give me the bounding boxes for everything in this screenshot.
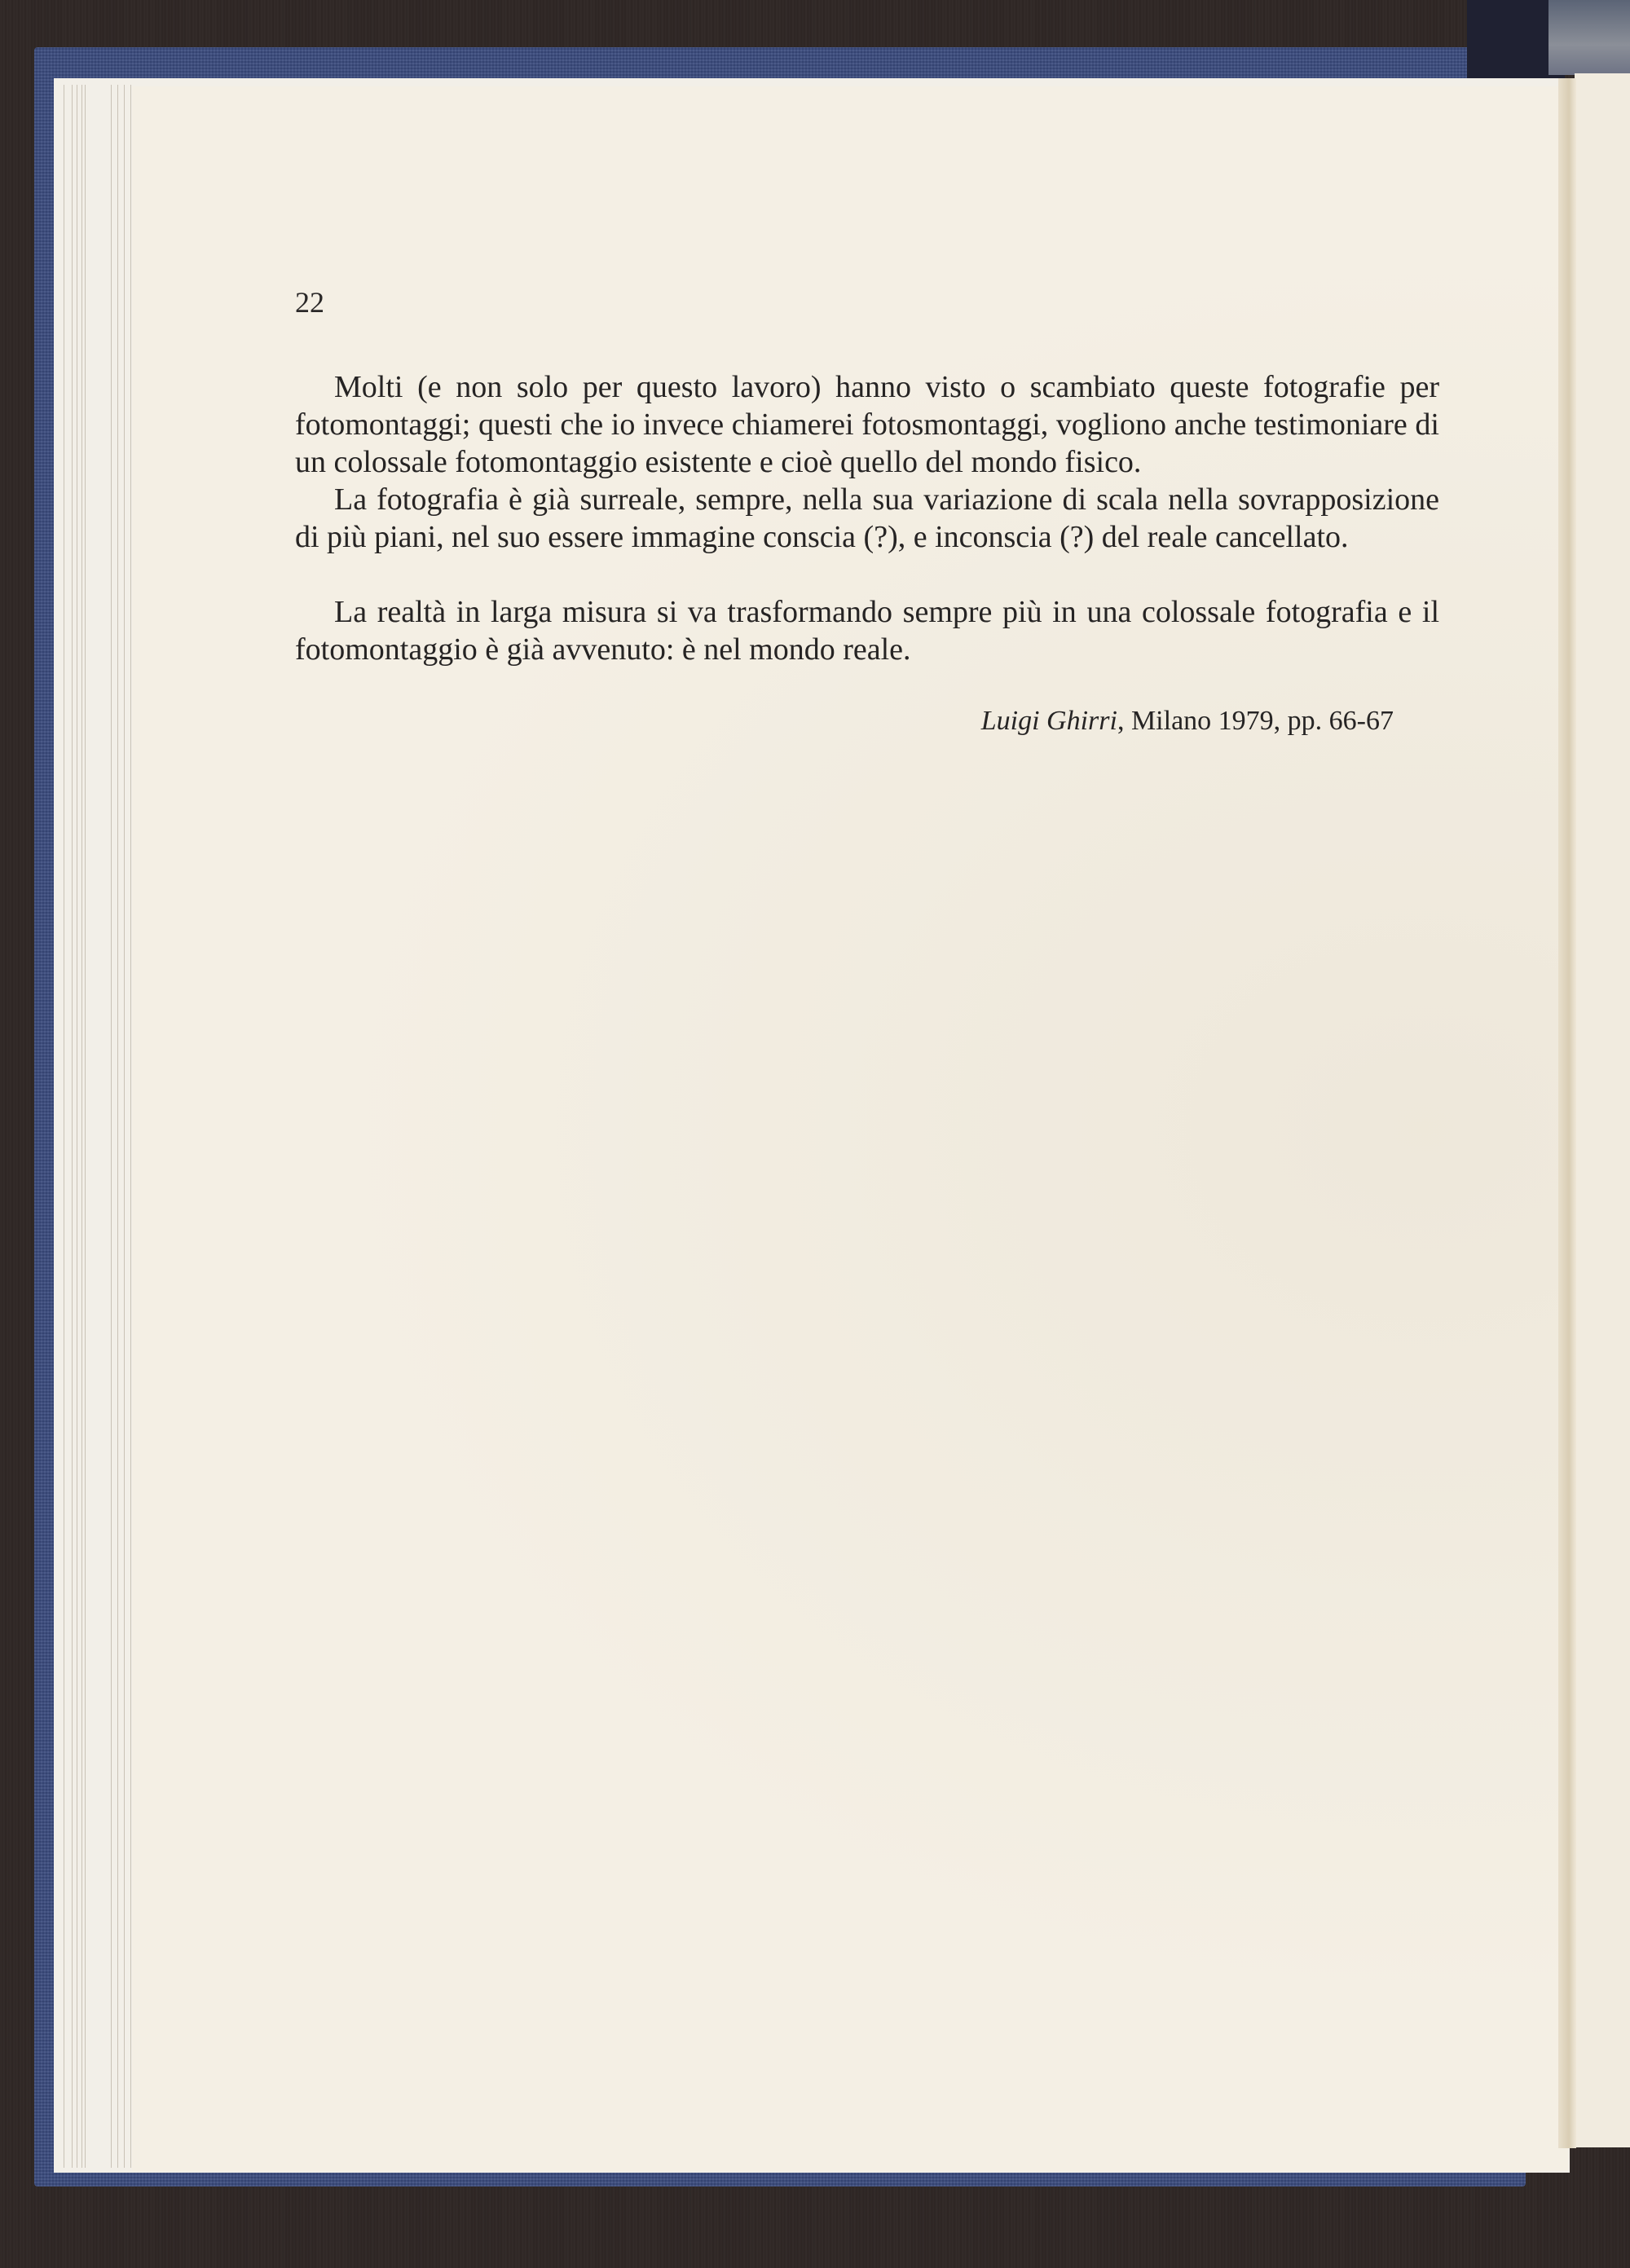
page-number: 22: [295, 286, 324, 319]
page-edge-line: [124, 85, 125, 2168]
attribution: [981, 706, 1394, 737]
book-headband: [1548, 0, 1630, 75]
facing-page: [1575, 73, 1630, 2147]
paragraph-2: La fotografia è già surreale, sempre, nella sua variazione di scala nella sovrapposizione di più piani, nel suo essere immagine conscia (?), e inconscia (?) del reale cancellato.: [295, 482, 1439, 554]
page-edge-line: [117, 85, 118, 2168]
page-edge-line: [85, 85, 86, 2168]
page-edge-line: [130, 85, 131, 2168]
book-gutter: [1558, 78, 1576, 2148]
page-edge-line: [72, 85, 73, 2168]
attribution-source: , Milano 1979, pp. 66-67: [1117, 706, 1394, 736]
page-edge-line: [111, 85, 112, 2168]
attribution-author: Luigi Ghirri: [980, 706, 1117, 736]
paragraph-3: La realtà in larga misura si va trasformando sempre più in una colossale fotografia e il fotomontaggio è già avvenuto: è nel mondo reale.: [295, 595, 1439, 667]
paragraph-1: Molti (e non solo per questo lavoro) hanno visto o scambiato queste fotografie per fotomontaggi; questi che io invece chiamerei fotosmontaggi, vogliono anche testimoniare di un colossale fotomontaggio esistente e cioè quello del mondo fisico.: [295, 370, 1439, 479]
